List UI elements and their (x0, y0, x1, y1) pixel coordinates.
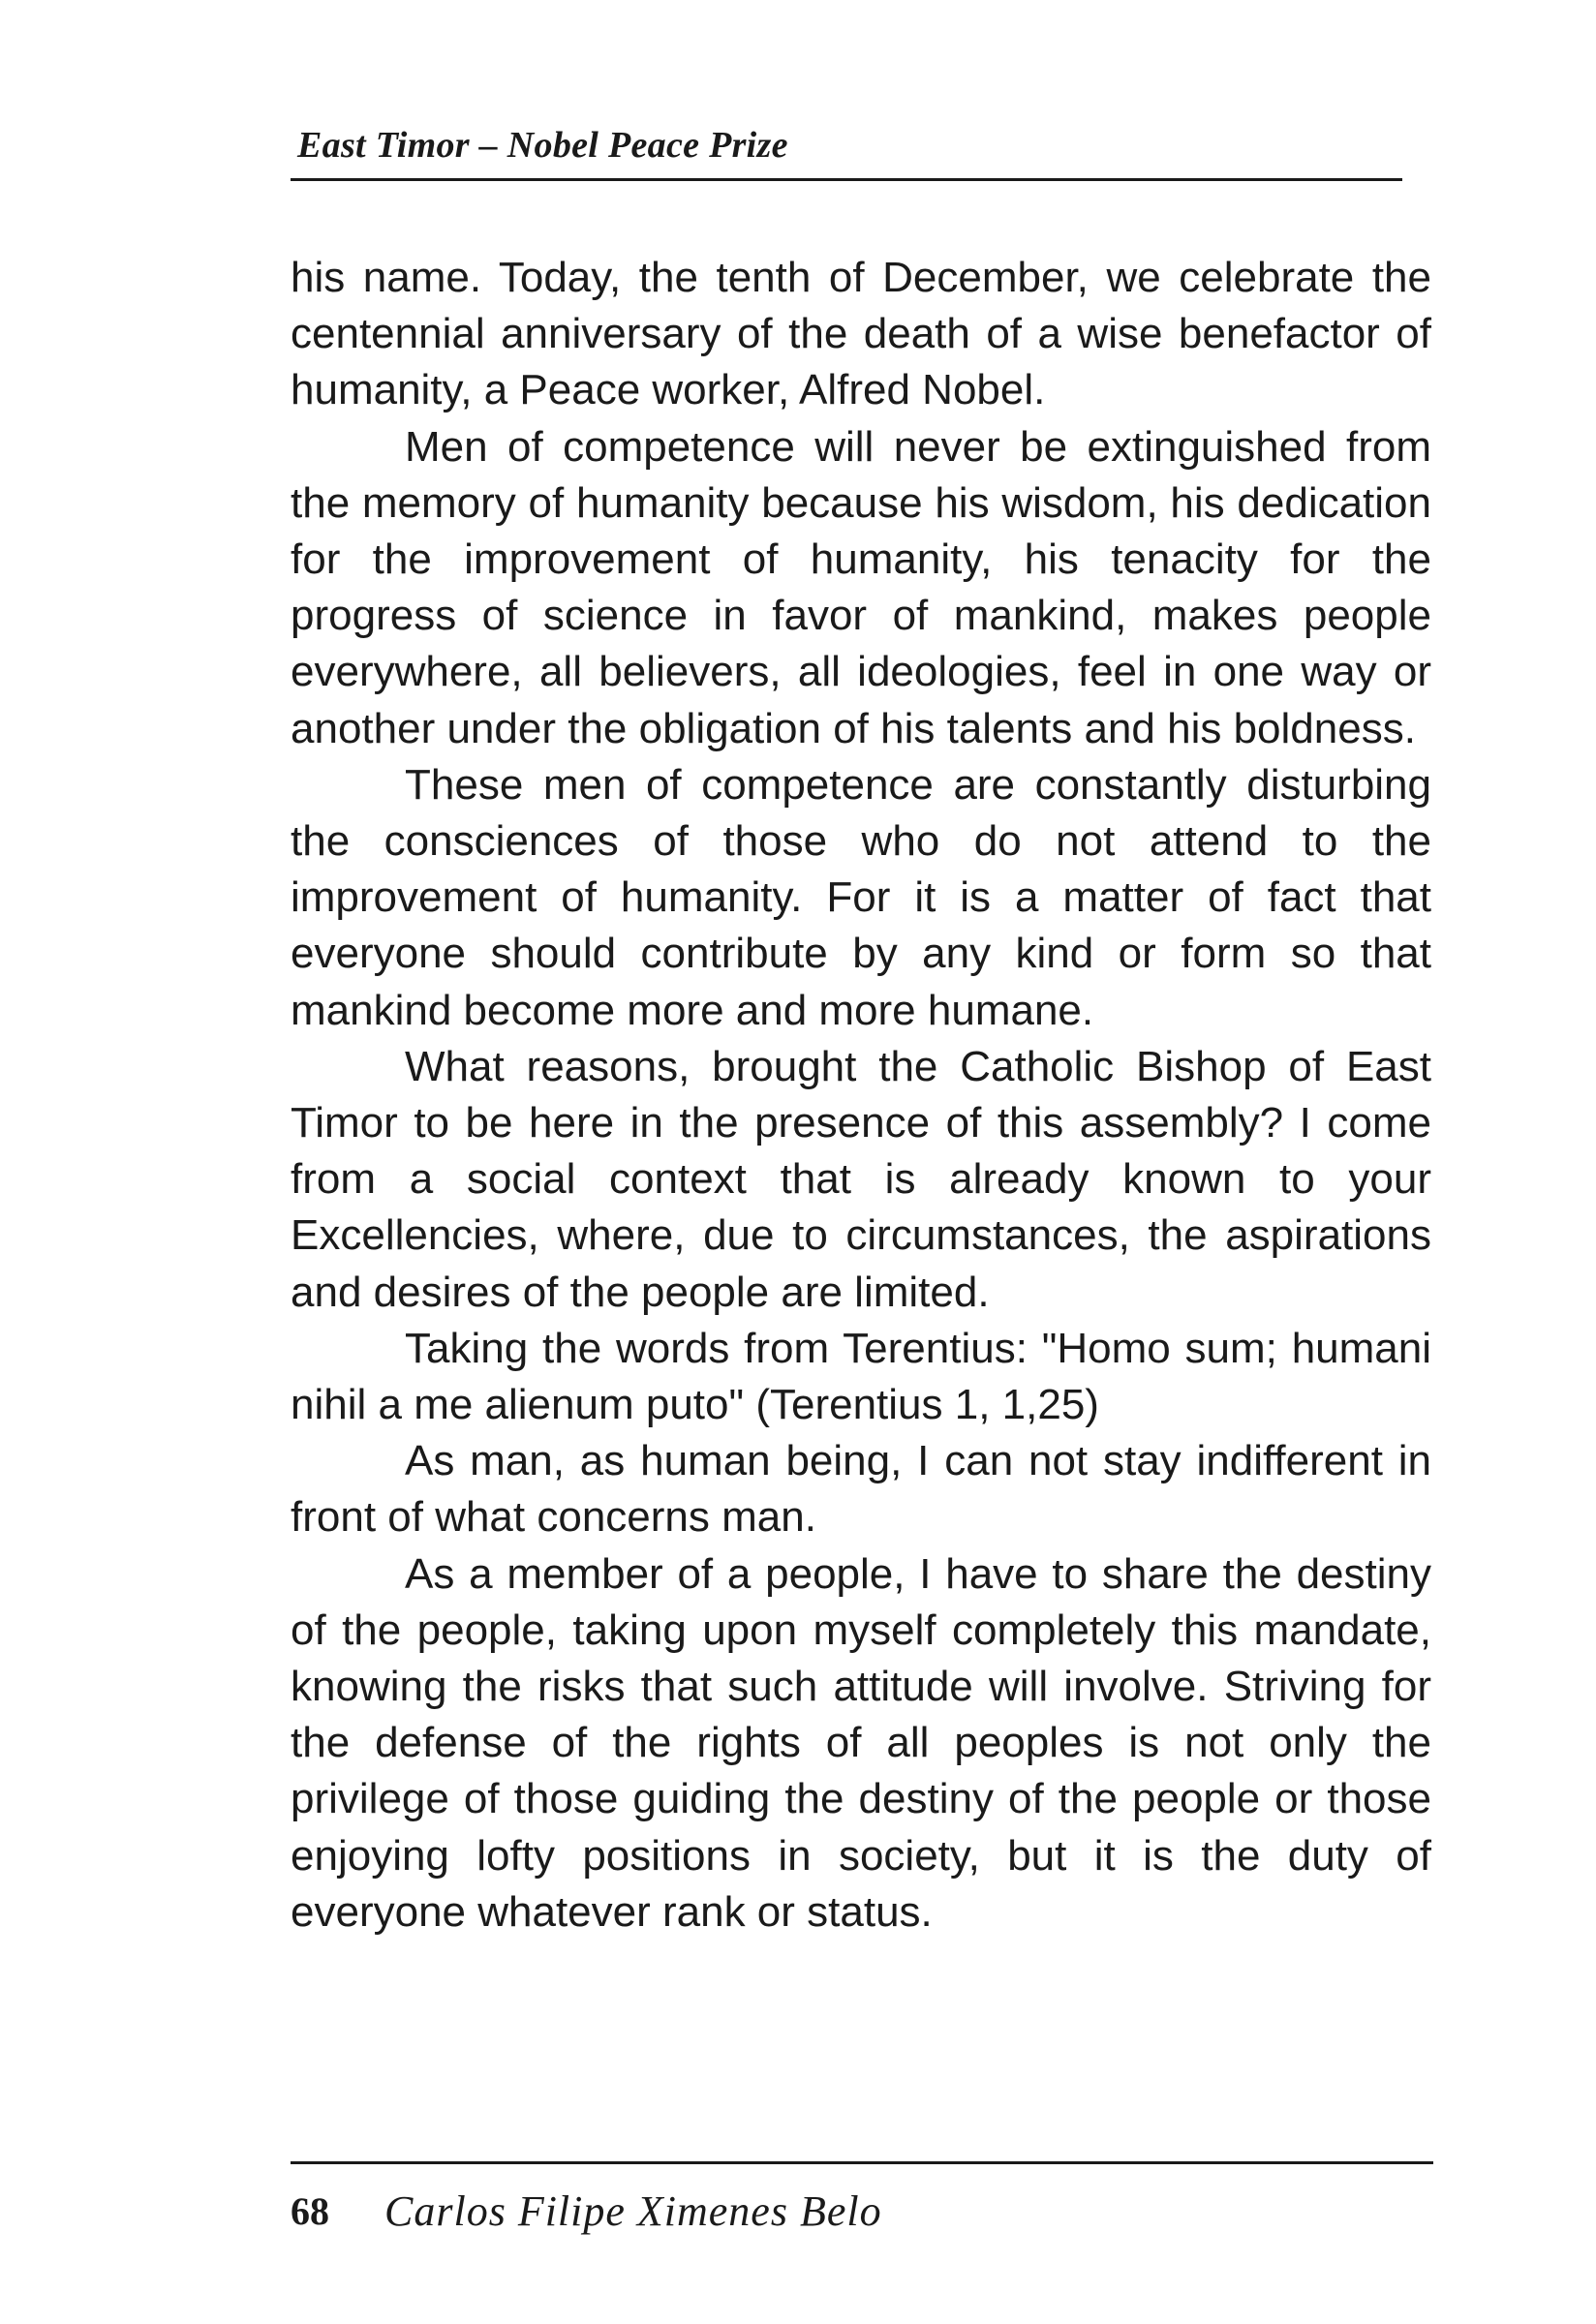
paragraph: These men of competence are constantly disturbing the consciences of those who do not attend to the improvement of humanity. For it is a matter of fact that everyone should contribute by any kind or form so that mankind become more and more humane. (291, 760, 1431, 1034)
header-rule (291, 178, 1402, 181)
body-text (291, 250, 1431, 1941)
footer-author: Carlos Filipe Ximenes Belo (384, 2187, 882, 2235)
running-head-title: East Timor – Nobel Peace Prize (297, 125, 788, 166)
paragraph-quote: Taking the words from Terentius: "Homo sum; humani nihil a me alienum puto" (Terentius 1, 1,25) (291, 1324, 1431, 1429)
page-number: 68 (291, 2189, 329, 2233)
paragraph-continued: his name. Today, the tenth of December, we celebrate the centennial anniversary of the death of a wise benefactor of humanity, a Peace worker, Alfred Nobel. (291, 254, 1431, 414)
paragraph: Men of competence will never be extinguished from the memory of humanity because his wisdom, his dedication for the improvement of humanity, his tenacity for the progress of science in favor of mankind, makes people everywhere, all believers, all ideologies, feel in one way or another under the obligation of his talents and his boldness. (291, 422, 1431, 752)
paragraph: As a member of a people, I have to share the destiny of the people, taking upon myself completely this mandate, knowing the risks that such attitude will involve. Striving for the defense of the rights of all peoples is not only the privilege of those guiding the destiny of the people or those enjoying lofty positions in society, but it is the duty of everyone whatever rank or status. (291, 1549, 1431, 1936)
footer-rule (291, 2161, 1433, 2164)
paragraph: As man, as human being, I can not stay indifferent in front of what concerns man. (291, 1437, 1431, 1542)
paragraph: What reasons, brought the Catholic Bishop of East Timor to be here in the presence of this assembly? I come from a social context that is already known to your Excellencies, where, due to circumstances, the aspirations and desires of the people are limited. (291, 1042, 1431, 1316)
